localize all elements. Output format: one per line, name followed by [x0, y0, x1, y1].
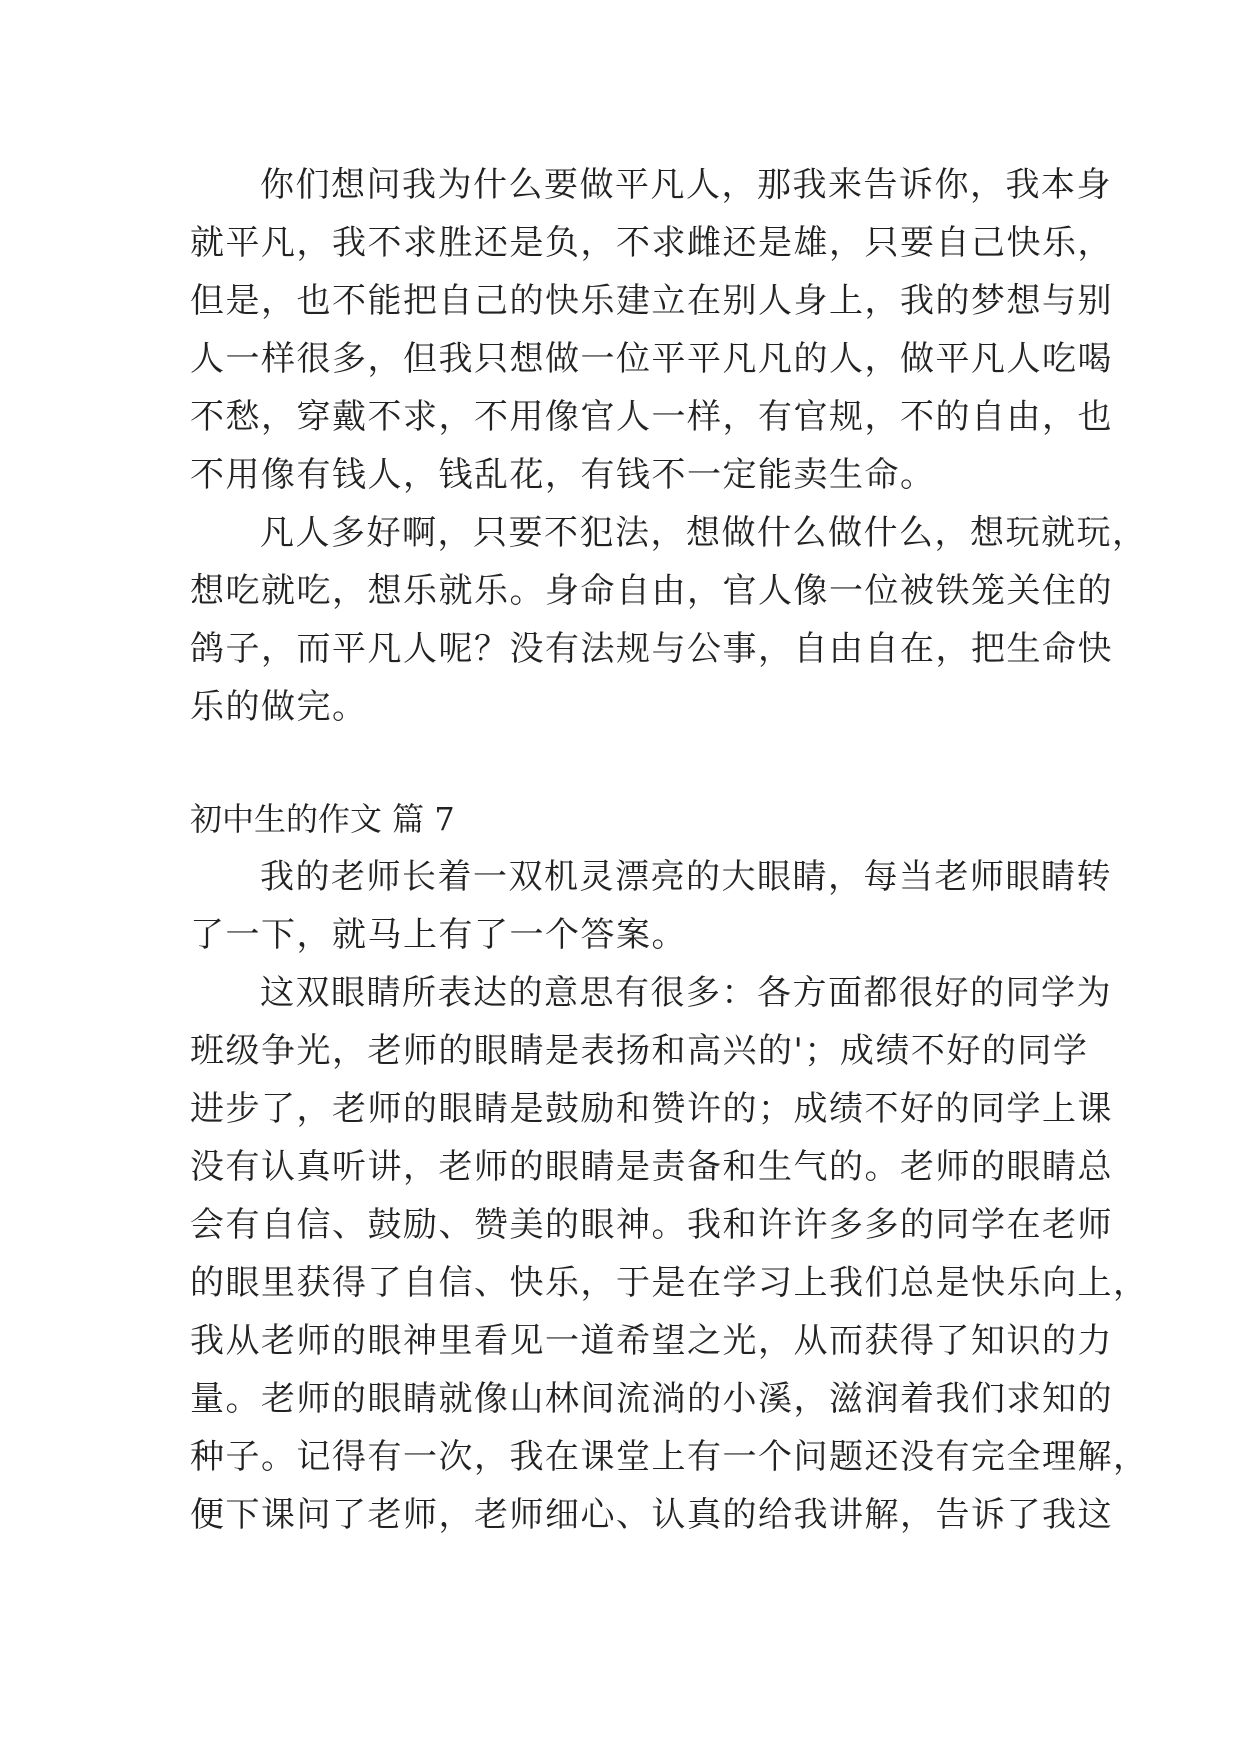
- paragraph-line: 不愁，穿戴不求，不用像官人一样，有官规，不的自由，也: [190, 397, 1113, 437]
- paragraph-line: 你们想问我为什么要做平凡人，那我来告诉你，我本身: [260, 165, 1112, 205]
- paragraph-line: 的眼里获得了自信、快乐，于是在学习上我们总是快乐向上，: [190, 1263, 1149, 1303]
- paragraph-line: 但是，也不能把自己的快乐建立在别人身上，我的梦想与别: [190, 281, 1113, 321]
- paragraph-line: 凡人多好啊，只要不犯法，想做什么做什么，想玩就玩，: [260, 513, 1148, 553]
- paragraph-line: 乐的做完。: [190, 687, 368, 727]
- paragraph-line: 进步了，老师的眼睛是鼓励和赞许的；成绩不好的同学上课: [190, 1089, 1113, 1129]
- paragraph-line: 鸽子，而平凡人呢？没有法规与公事，自由自在，把生命快: [190, 629, 1113, 669]
- paragraph-line: 人一样很多，但我只想做一位平平凡凡的人，做平凡人吃喝: [190, 339, 1113, 379]
- essay-heading: 初中生的作文 篇 7: [190, 800, 455, 838]
- paragraph-line: 便下课问了老师，老师细心、认真的给我讲解，告诉了我这: [190, 1495, 1113, 1535]
- paragraph-line: 我的老师长着一双机灵漂亮的大眼睛，每当老师眼睛转: [260, 857, 1112, 897]
- paragraph-line: 想吃就吃，想乐就乐。身命自由，官人像一位被铁笼关住的: [190, 571, 1113, 611]
- paragraph-line: 量。老师的眼睛就像山林间流淌的小溪，滋润着我们求知的: [190, 1379, 1113, 1419]
- paragraph-line: 这双眼睛所表达的意思有很多：各方面都很好的同学为: [260, 973, 1112, 1013]
- paragraph-line: 我从老师的眼神里看见一道希望之光，从而获得了知识的力: [190, 1321, 1113, 1361]
- paragraph-line: 班级争光，老师的眼睛是表扬和高兴的'；成绩不好的同学: [190, 1031, 1089, 1071]
- paragraph-line: 不用像有钱人，钱乱花，有钱不一定能卖生命。: [190, 455, 936, 495]
- essay-6-body: [190, 156, 1148, 736]
- paragraph-line: 种子。记得有一次，我在课堂上有一个问题还没有完全理解，: [190, 1437, 1149, 1477]
- paragraph-line: 就平凡，我不求胜还是负，不求雌还是雄，只要自己快乐，: [190, 223, 1113, 263]
- paragraph-line: 了一下，就马上有了一个答案。: [190, 915, 687, 955]
- paragraph-line: 会有自信、鼓励、赞美的眼神。我和许许多多的同学在老师: [190, 1205, 1113, 1245]
- paragraph-line: 没有认真听讲，老师的眼睛是责备和生气的。老师的眼睛总: [190, 1147, 1113, 1187]
- essay-7-body: [190, 848, 1149, 1544]
